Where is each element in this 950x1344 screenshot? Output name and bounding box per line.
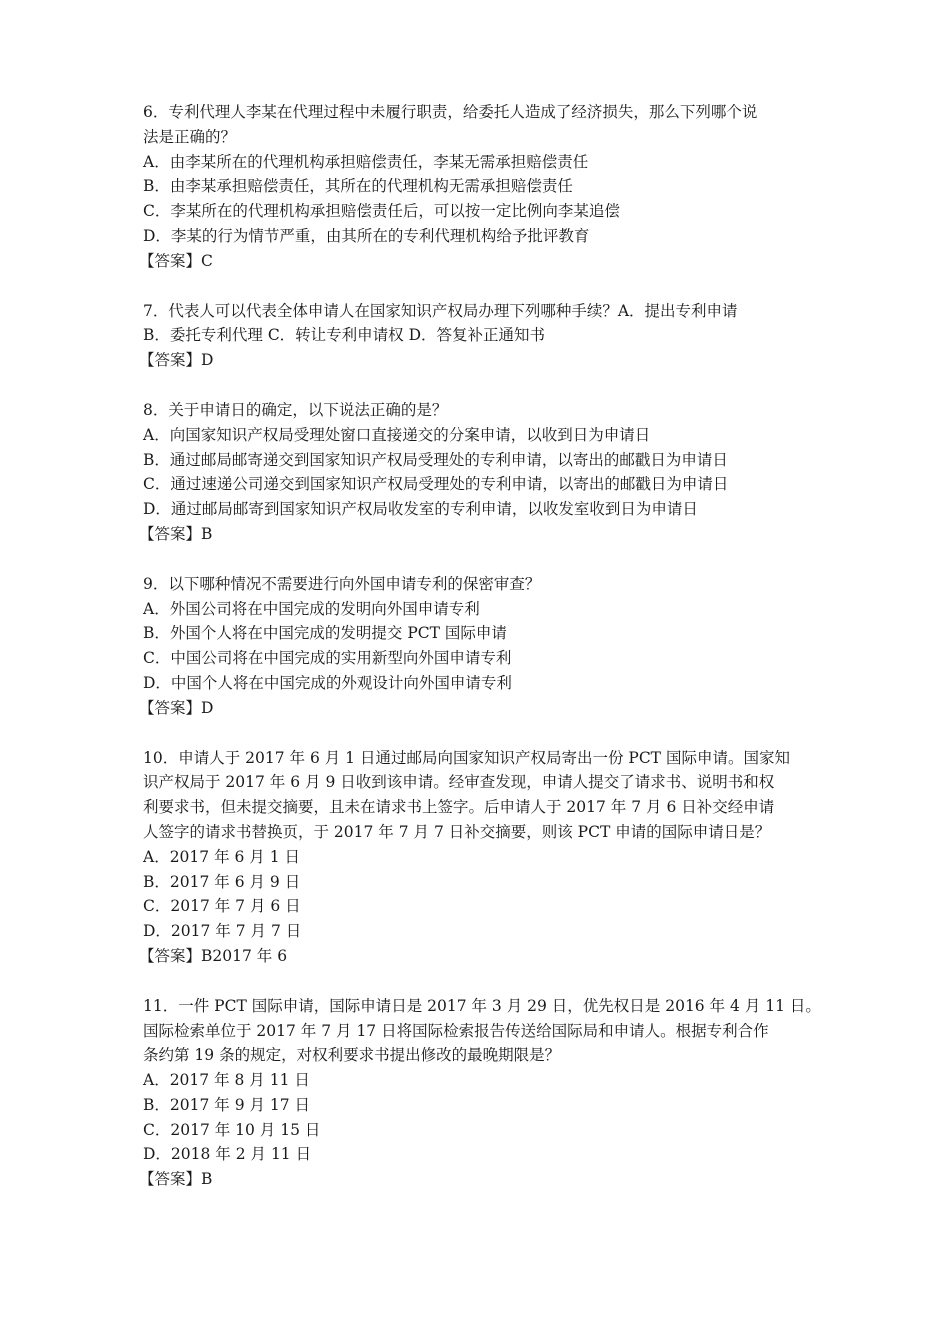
question-stem-line: 8．关于申请日的确定，以下说法正确的是？: [143, 400, 448, 419]
option-c: C．2017 年 10 月 15 日: [143, 1120, 321, 1139]
option-d: D．通过邮局邮寄到国家知识产权局收发室的专利申请，以收发室收到日为申请日: [143, 500, 698, 519]
option-a: A．2017 年 6 月 1 日: [143, 847, 300, 866]
option-b: B．2017 年 6 月 9 日: [143, 872, 301, 891]
question-8: [139, 398, 823, 547]
question-10: [139, 746, 823, 969]
question-stem-line: 法是正确的？: [143, 127, 237, 146]
option-b: B．外国个人将在中国完成的发明提交 PCT 国际申请: [143, 624, 507, 643]
question-stem-line: 条约第 19 条的规定，对权利要求书提出修改的最晚期限是？: [143, 1046, 561, 1065]
option-c: C．2017 年 7 月 6 日: [143, 897, 301, 916]
question-7: [139, 299, 823, 373]
question-stem-line: 6．专利代理人李某在代理过程中未履行职责，给委托人造成了经济损失，那么下列哪个说: [143, 103, 758, 121]
question-11: [139, 994, 823, 1192]
option-d: D．2018 年 2 月 11 日: [143, 1145, 312, 1164]
answer-label: 【答案】B: [139, 1170, 213, 1189]
option-a: A．外国公司将在中国完成的发明向外国申请专利: [143, 599, 480, 618]
answer-label: 【答案】B: [139, 524, 213, 543]
answer-label: 【答案】C: [139, 251, 213, 270]
option-d: D．2017 年 7 月 7 日: [143, 922, 302, 941]
question-stem-line: 11．一件 PCT 国际申请，国际申请日是 2017 年 3 月 29 日，优先权日是 2016 年 4 月 11 日。: [143, 996, 821, 1015]
question-list: [139, 100, 823, 1217]
answer-label: 【答案】D: [139, 351, 214, 370]
option-c: C．李某所在的代理机构承担赔偿责任后，可以按一定比例向李某追偿: [143, 202, 620, 221]
option-a: A．2017 年 8 月 11 日: [143, 1071, 310, 1090]
question-6: [139, 100, 823, 274]
option-c: C．中国公司将在中国完成的实用新型向外国申请专利: [143, 649, 512, 668]
option-b: B．通过邮局邮寄递交到国家知识产权局受理处的专利申请，以寄出的邮戳日为申请日: [143, 450, 728, 469]
question-stem-line: 利要求书，但未提交摘要，且未在请求书上签字。后申请人于 2017 年 7 月 6 日补交经申请: [143, 798, 775, 817]
option-b: B．由李某承担赔偿责任，其所在的代理机构无需承担赔偿责任: [143, 177, 573, 196]
option-d: D．李某的行为情节严重，由其所在的专利代理机构给予批评教育: [143, 226, 590, 245]
option-a: A．向国家知识产权局受理处窗口直接递交的分案申请，以收到日为申请日: [143, 425, 651, 444]
question-9: [139, 572, 823, 721]
answer-label: 【答案】B2017 年 6: [139, 946, 288, 965]
question-stem-line: 10．申请人于 2017 年 6 月 1 日通过邮局向国家知识产权局寄出一份 PCT 国际申请。国家知: [143, 748, 790, 767]
question-stem-line: B．委托专利代理 C．转让专利申请权 D．答复补正通知书: [143, 326, 546, 345]
option-a: A．由李某所在的代理机构承担赔偿责任，李某无需承担赔偿责任: [143, 152, 589, 171]
answer-label: 【答案】D: [139, 698, 214, 717]
question-stem-line: 识产权局于 2017 年 6 月 9 日收到该申请。经审查发现，申请人提交了请求书、说明书和权: [143, 773, 775, 792]
question-stem-line: 9．以下哪种情况不需要进行向外国申请专利的保密审查？: [143, 574, 541, 593]
option-d: D．中国个人将在中国完成的外观设计向外国申请专利: [143, 673, 512, 692]
option-c: C．通过速递公司递交到国家知识产权局受理处的专利申请，以寄出的邮戳日为申请日: [143, 475, 729, 494]
option-b: B．2017 年 9 月 17 日: [143, 1095, 311, 1114]
question-stem-line: 人签字的请求书替换页，于 2017 年 7 月 7 日补交摘要，则该 PCT 申请的国际申请日是？: [143, 822, 771, 841]
question-stem-line: 7．代表人可以代表全体申请人在国家知识产权局办理下列哪种手续？A．提出专利申请: [143, 301, 738, 320]
question-stem-line: 国际检索单位于 2017 年 7 月 17 日将国际检索报告传送给国际局和申请人。根据专利合作: [143, 1021, 769, 1040]
